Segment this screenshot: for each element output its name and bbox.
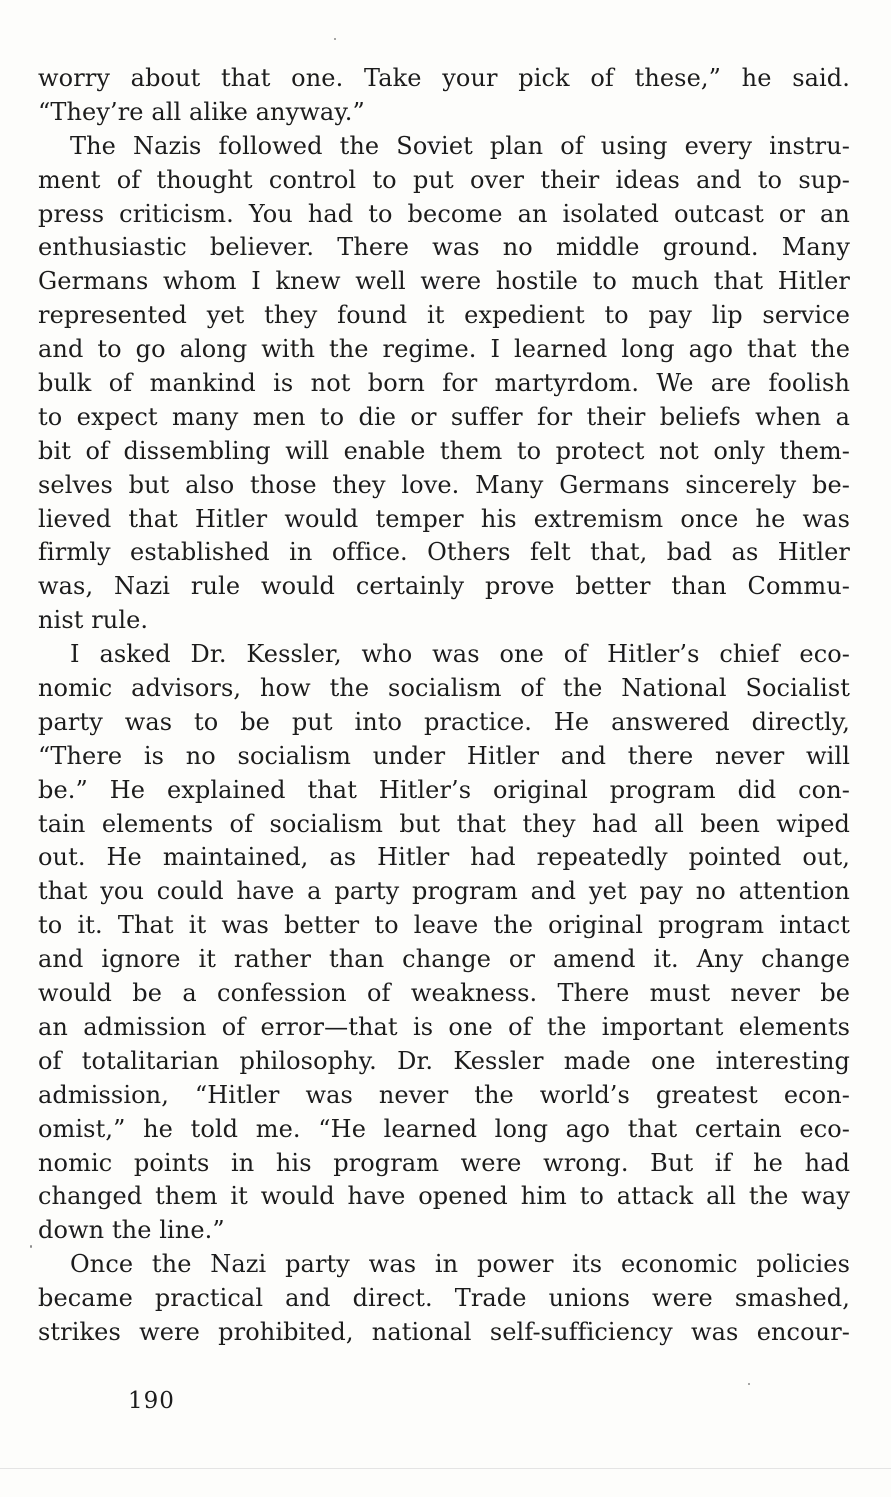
text-line: “They’re all alike anyway.” <box>38 97 365 126</box>
text-line: nomic points in his program were wrong. But if he had <box>38 1148 850 1177</box>
paper-speck <box>30 1245 32 1248</box>
text-line: to expect many men to die or suffer for their beliefs when a <box>38 402 850 431</box>
text-line: be.” He explained that Hitler’s original program did con- <box>38 775 850 804</box>
text-line: worry about that one. Take your pick of these,” he said. <box>38 64 850 92</box>
text-line: down the line.” <box>38 1216 225 1245</box>
text-line: nist rule. <box>38 606 149 635</box>
text-line: I asked Dr. Kessler, who was one of Hitler’s chief eco- <box>70 640 850 669</box>
page-edge <box>0 1468 891 1469</box>
page-number: 190 <box>128 1388 175 1414</box>
text-line: nomic advisors, how the socialism of the National Socialist <box>38 674 850 703</box>
text-line: bit of dissembling will enable them to protect not only them- <box>38 436 850 465</box>
text-line: Germans whom I knew well were hostile to much that Hitler <box>38 267 850 296</box>
text-line: represented yet they found it expedient to pay lip service <box>38 301 850 330</box>
text-line: out. He maintained, as Hitler had repeatedly pointed out, <box>38 843 850 872</box>
text-line: enthusiastic believer. There was no middle ground. Many <box>38 233 850 262</box>
text-line: of totalitarian philosophy. Dr. Kessler made one interesting <box>38 1046 850 1075</box>
text-line: would be a confession of weakness. There must never be <box>38 979 850 1008</box>
text-line: lieved that Hitler would temper his extremism once he was <box>38 504 850 533</box>
text-line: and to go along with the regime. I learned long ago that the <box>38 335 850 364</box>
paragraph <box>38 62 850 130</box>
text-line: that you could have a party program and yet pay no attention <box>38 877 850 906</box>
text-line: and ignore it rather than change or amend it. Any change <box>38 945 850 974</box>
text-line: press criticism. You had to become an isolated outcast or an <box>38 199 850 228</box>
text-line: became practical and direct. Trade unions were smashed, <box>38 1284 850 1313</box>
paragraph <box>38 638 850 1248</box>
text-line: an admission of error—that is one of the important elements <box>38 1012 850 1041</box>
paragraph <box>38 130 850 638</box>
text-line: was, Nazi rule would certainly prove better than Commu- <box>38 572 850 601</box>
text-line: omist,” he told me. “He learned long ago that certain eco- <box>38 1114 850 1143</box>
paper-speck <box>748 1383 750 1385</box>
paper-speck <box>334 38 336 40</box>
text-line: ment of thought control to put over their ideas and to sup- <box>38 165 850 194</box>
text-line: The Nazis followed the Soviet plan of using every instru- <box>70 131 850 160</box>
text-line: “There is no socialism under Hitler and there never will <box>38 741 850 770</box>
text-line: selves but also those they love. Many Germans sincerely be- <box>38 470 850 499</box>
text-line: tain elements of socialism but that they had all been wiped <box>38 809 850 838</box>
text-line: to it. That it was better to leave the original program intact <box>38 911 850 940</box>
text-line: firmly established in office. Others felt that, bad as Hitler <box>38 538 850 567</box>
body-text <box>38 62 850 1350</box>
text-line: changed them it would have opened him to attack all the way <box>38 1182 850 1211</box>
paragraph <box>38 1248 850 1350</box>
text-line: strikes were prohibited, national self-sufficiency was encour- <box>38 1317 850 1346</box>
text-line: party was to be put into practice. He answered directly, <box>38 707 850 736</box>
text-line: admission, “Hitler was never the world’s greatest econ- <box>38 1080 850 1109</box>
text-line: bulk of mankind is not born for martyrdom. We are foolish <box>38 369 850 398</box>
text-line: Once the Nazi party was in power its economic policies <box>70 1250 850 1279</box>
